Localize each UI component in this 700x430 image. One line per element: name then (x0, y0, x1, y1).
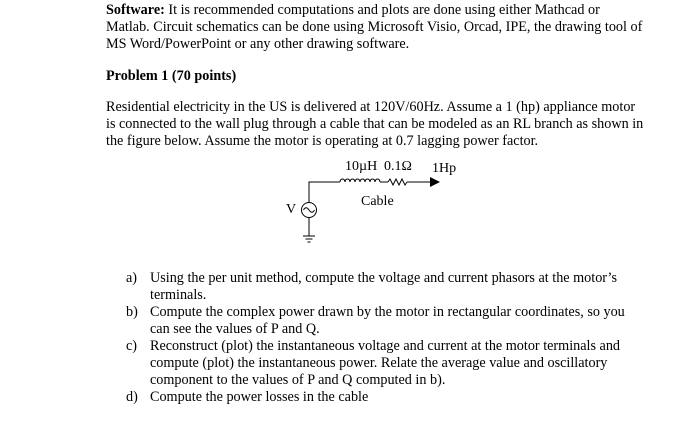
load-arrow-icon (430, 177, 440, 187)
question-text: Compute the power losses in the cable (150, 389, 369, 405)
circuit-wires (303, 179, 430, 242)
top-wire-left (309, 182, 340, 203)
question-marker: b) (126, 304, 138, 320)
question-marker: c) (126, 338, 138, 354)
question-item (126, 304, 626, 338)
question-text: Compute the complex power drawn by the motor in rectangular coordinates, so you can see the values of P and Q. (150, 304, 625, 337)
question-item (126, 389, 626, 406)
software-label: Software: (106, 2, 165, 18)
sine-wave-icon (304, 208, 315, 213)
question-item (126, 338, 626, 389)
problem-intro: Residential electricity in the US is delivered at 120V/60Hz. Assume a 1 (hp) appliance motor is connected to the wall plug through a cable that can be modeled as an RL branch as shown in the figure below. Assume the motor is operating at 0.7 lagging power factor. (106, 99, 644, 149)
load-label: 1Hp (432, 161, 457, 176)
resistor-label: 0.1Ω (384, 159, 412, 174)
cable-label: Cable (361, 194, 394, 209)
inductor-coil (340, 179, 380, 182)
question-text: Using the per unit method, compute the voltage and current phasors at the motor’s terminals. (150, 270, 618, 303)
question-text: Reconstruct (plot) the instantaneous voltage and current at the motor terminals and compute (plot) the instantaneous power. Relate the average value and oscillatory component to the values of P and Q computed in b). (150, 338, 621, 388)
problem-title: Problem 1 (70 points) (106, 68, 237, 84)
question-item (126, 270, 626, 304)
resistor-zigzag (388, 179, 407, 185)
inductor-label: 10µH (345, 159, 378, 174)
ground-icon (303, 236, 315, 242)
question-marker: a) (126, 270, 138, 286)
source-label: V (286, 202, 297, 217)
software-text: It is recommended computations and plots are done using either Mathcad or Matlab. Circuit schematics can be done using Microsoft Visio, Orcad, IPE, the drawing tool of MS Word/PowerPoint or any other drawing software. (106, 2, 643, 52)
question-list (126, 270, 626, 406)
question-marker: d) (126, 389, 138, 405)
